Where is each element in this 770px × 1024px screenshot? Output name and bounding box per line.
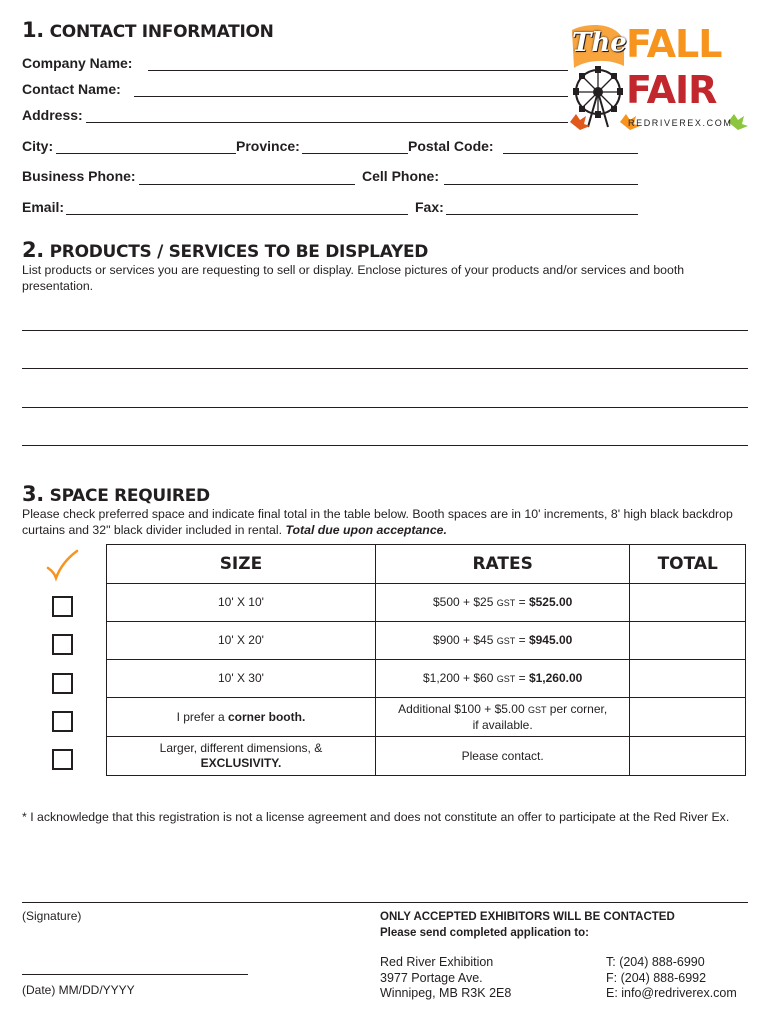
rate-cell [375,584,630,622]
products-line-1[interactable] [22,330,748,331]
date-label: (Date) MM/DD/YYYY [22,983,135,997]
size-cell: 10' X 20' [107,622,376,660]
booth-rates-table [106,544,746,776]
total-cell-10x10[interactable] [630,584,746,622]
business-phone-label: Business Phone: [22,168,136,184]
logo-url: REDRIVEREX.COM [628,118,733,128]
telephone: T: (204) 888-6990 [606,955,705,969]
gst-label: GST [496,635,516,646]
city-label: City: [22,138,54,154]
products-line-4[interactable] [22,445,748,446]
total-cell-10x30[interactable] [630,660,746,698]
rate-equals: = [515,670,529,685]
checkbox-10x10[interactable] [52,596,73,617]
gst-label: GST [496,597,516,608]
section3-heading [22,482,210,506]
total-due-note: Total due upon acceptance. [285,523,447,537]
province-field[interactable] [302,153,408,154]
mailing-address [380,955,511,1002]
postal-code-label: Postal Code: [408,138,494,154]
table-row [107,622,746,660]
contact-numbers [606,955,737,1002]
corner-rate-suffix: per corner, [546,701,608,716]
checkmark-icon [44,548,80,582]
rate-base: $1,200 + $60 [423,670,497,685]
total-header: TOTAL [630,545,746,584]
total-cell-corner[interactable] [630,698,746,737]
rate-base: $500 + $25 [433,594,497,609]
size-cell: 10' X 10' [107,584,376,622]
table-row [107,660,746,698]
email-label: Email: [22,199,65,215]
cell-phone-field[interactable] [444,184,638,185]
corner-prefix: I prefer a [176,709,228,724]
table-header-row [107,545,746,584]
table-row [107,584,746,622]
section3-title: SPACE REQUIRED [49,486,210,506]
products-line-2[interactable] [22,368,748,369]
corner-rate: Additional $100 + $5.00 [398,701,528,716]
logo-fair: FAIR [626,68,717,112]
city-field[interactable] [56,153,236,154]
signature-line[interactable] [22,902,748,903]
size-cell [107,698,376,737]
address-field[interactable] [86,122,568,123]
size-cell [107,737,376,776]
contact-notice-line1: ONLY ACCEPTED EXHIBITORS WILL BE CONTACTED [380,911,675,923]
cell-phone-label: Cell Phone: [362,168,440,184]
address-street: 3977 Portage Ave. [380,970,483,985]
exclusivity-text: EXCLUSIVITY. [200,756,282,770]
business-phone-field[interactable] [139,184,355,185]
company-name-label: Company Name: [22,55,133,71]
logo-the: The [572,28,627,58]
address-label: Address: [22,107,83,123]
rate-cell [375,660,630,698]
email-address[interactable]: E: info@redriverex.com [606,986,737,1000]
section2-title: PRODUCTS / SERVICES TO BE DISPLAYED [49,242,429,262]
rate-cell [375,698,630,737]
rate-base: $900 + $45 [433,632,497,647]
section3-description-text: Please check preferred space and indicate final total in the table below. Booth spaces are in 10' increments, 8' high black backdrop curtains and 32" black divider included in rental. [22,507,733,537]
rate-equals: = [515,632,529,647]
section3-description [22,506,742,538]
rate-equals: = [515,594,529,609]
acknowledgement-text: * I acknowledge that this registration is not a license agreement and does not constitute an offer to participate at the Red River Ex. [22,810,730,824]
address-org: Red River Exhibition [380,955,494,969]
section2-heading [22,238,428,262]
corner-availability: if available. [472,717,533,732]
total-cell-10x20[interactable] [630,622,746,660]
contact-name-field[interactable] [134,96,568,97]
section1-title: CONTACT INFORMATION [49,22,274,42]
checkbox-10x20[interactable] [52,634,73,655]
corner-booth-text: corner booth. [227,709,306,724]
fax-field[interactable] [446,214,638,215]
signature-label: (Signature) [22,909,82,923]
rate-total: $525.00 [528,594,573,609]
rate-total: $1,260.00 [528,670,583,685]
contact-name-label: Contact Name: [22,81,121,97]
checkbox-larger[interactable] [52,749,73,770]
fax-label: Fax: [415,199,444,215]
checkbox-corner-booth[interactable] [52,711,73,732]
postal-code-field[interactable] [503,153,638,154]
logo-fall: FALL [626,22,722,66]
province-label: Province: [236,138,300,154]
company-name-field[interactable] [148,70,568,71]
size-cell: 10' X 30' [107,660,376,698]
total-cell-larger[interactable] [630,737,746,776]
rate-cell [375,622,630,660]
contact-notice-line2: Please send completed application to: [380,927,589,939]
contact-notice [380,909,675,941]
rate-cell: Please contact. [375,737,630,776]
fall-fair-logo [568,22,748,134]
section1-heading [22,18,274,42]
section2-description: List products or services you are requesting to sell or display. Enclose pictures of your products and/or services and booth presentation. [22,263,685,293]
rates-header: RATES [375,545,630,584]
email-field[interactable] [66,214,408,215]
checkbox-10x30[interactable] [52,673,73,694]
rate-total: $945.00 [528,632,573,647]
larger-text: Larger, different dimensions, & [159,741,323,755]
table-row [107,698,746,737]
gst-label: GST [527,704,547,715]
address-city: Winnipeg, MB R3K 2E8 [380,986,512,1000]
date-line[interactable] [22,974,248,975]
fax-number: F: (204) 888-6992 [606,970,707,985]
gst-label: GST [496,673,516,684]
section3-number: 3. [22,482,44,506]
size-header: SIZE [107,545,376,584]
products-line-3[interactable] [22,407,748,408]
section2-number: 2. [22,238,44,262]
table-row [107,737,746,776]
section1-number: 1. [22,18,44,42]
